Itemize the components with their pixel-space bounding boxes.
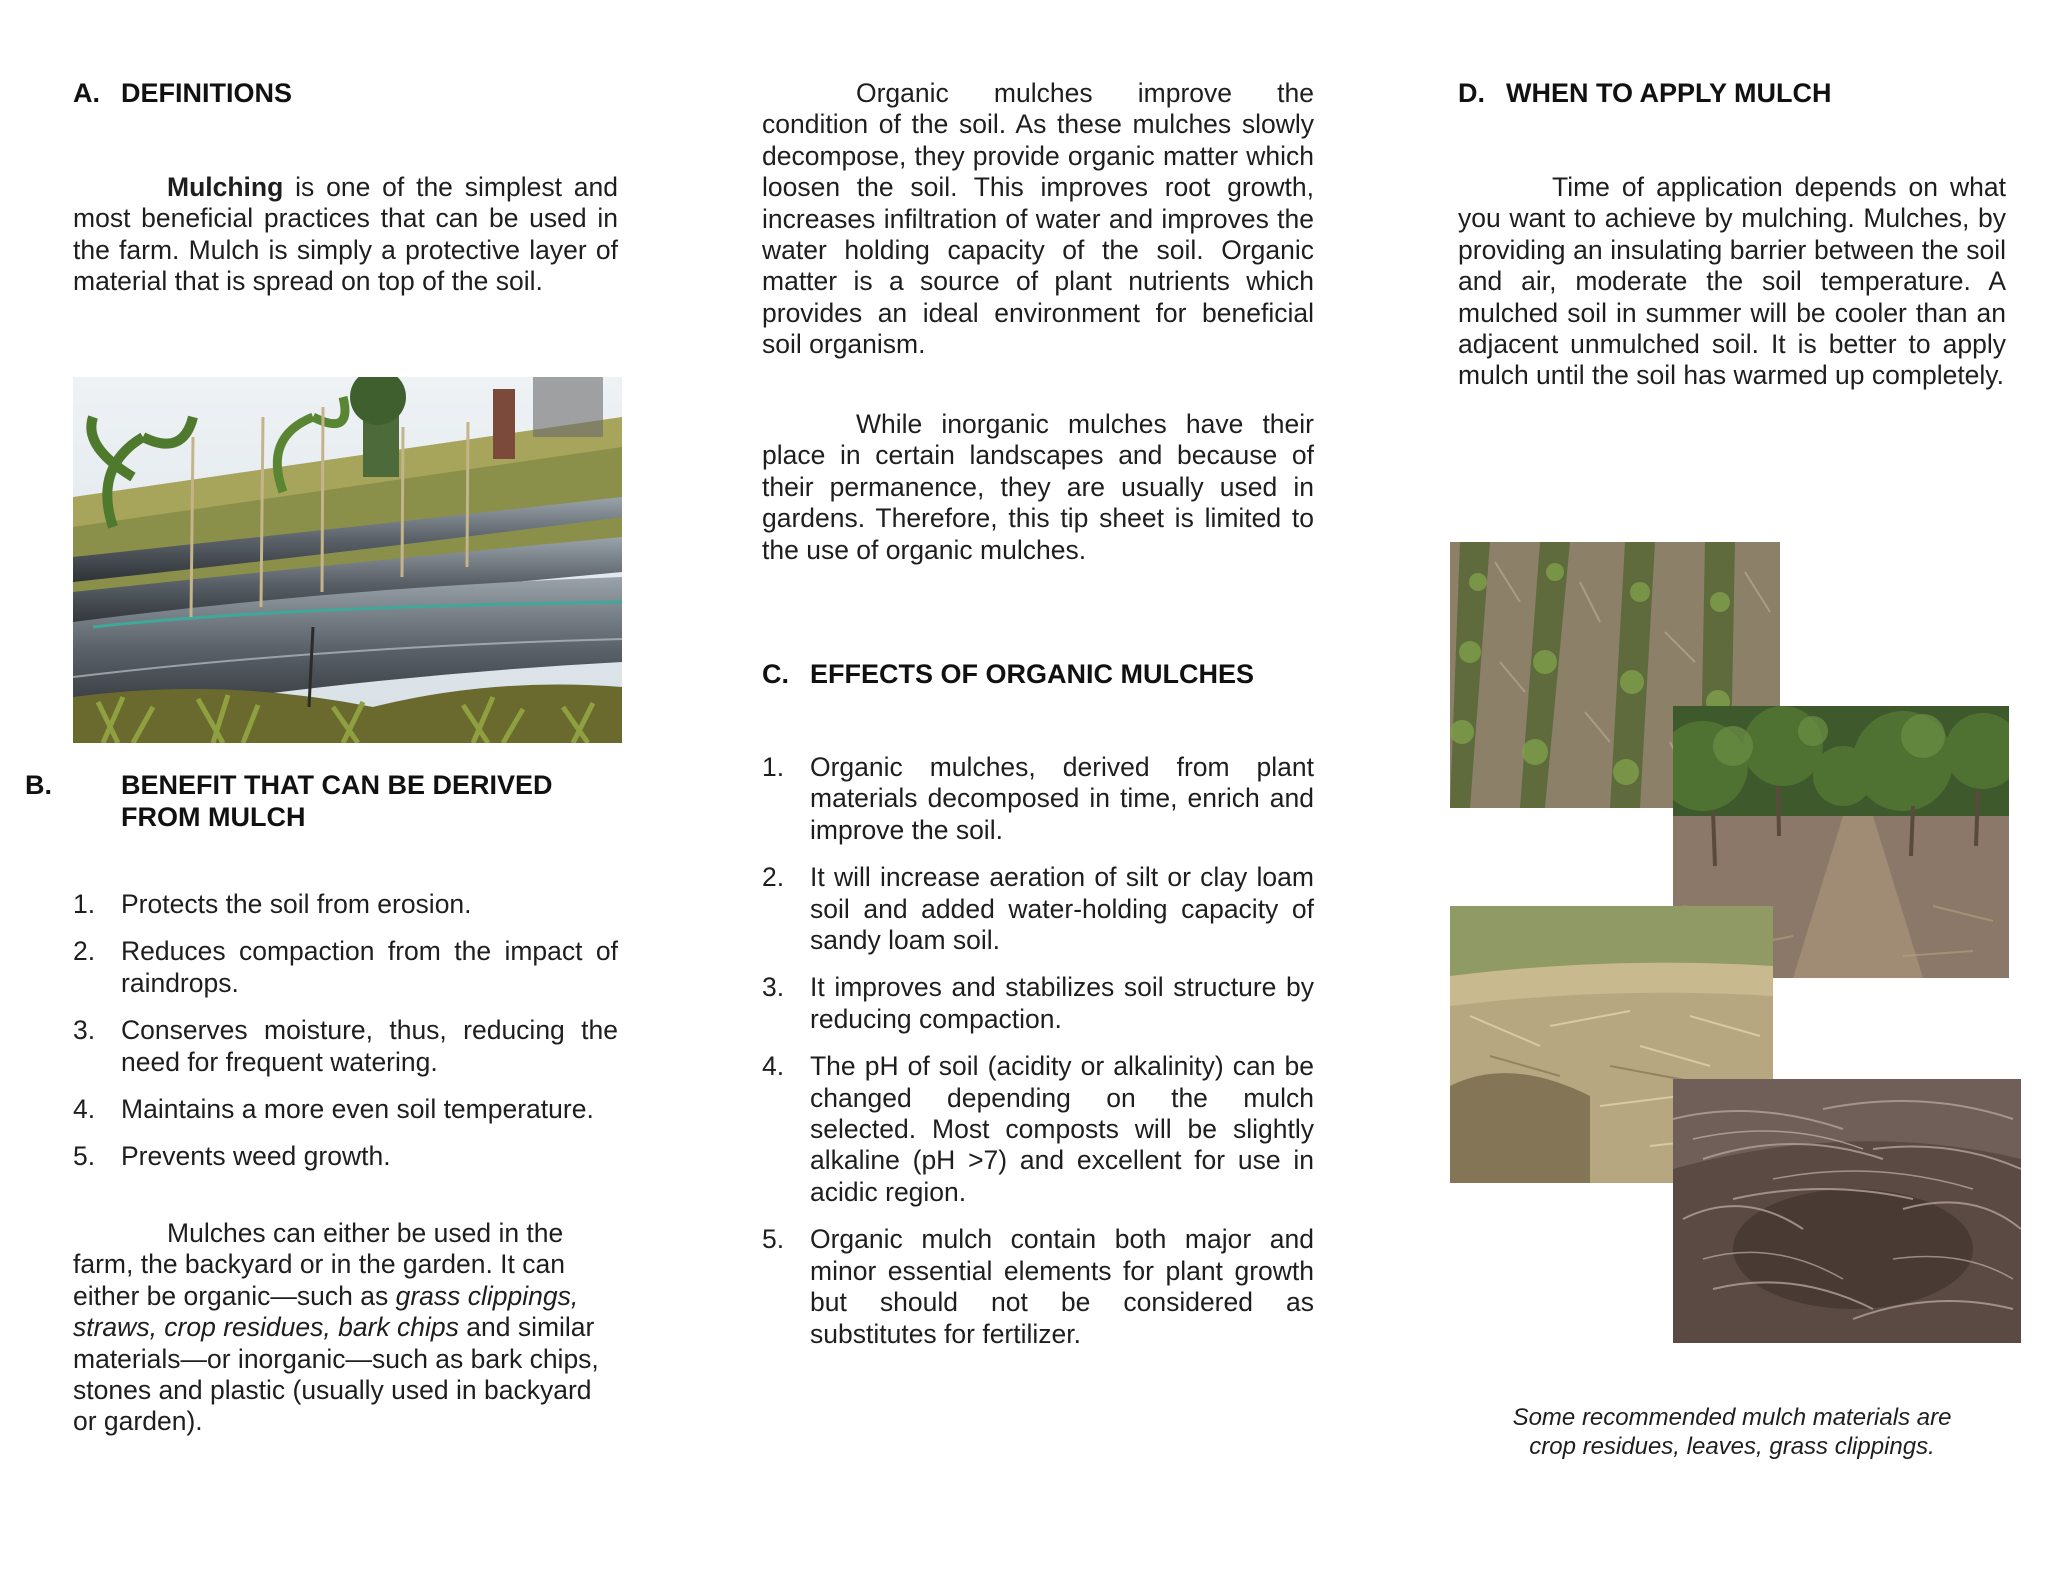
section-c-heading: C. EFFECTS OF ORGANIC MULCHES (762, 659, 1254, 689)
benefits-list (73, 889, 618, 1189)
list-item: 2. Reduces compaction from the impact of raindrops. (73, 936, 618, 998)
photo-caption: Some recommended mulch materials are crop residues, leaves, grass clippings. (1512, 1404, 1952, 1460)
section-a-heading: A. DEFINITIONS (73, 78, 293, 108)
list-item: 5. Prevents weed growth. (73, 1141, 391, 1172)
list-item: 5. Organic mulch contain both major and minor essential elements for plant growth but should not be considered as substitutes for fertilizer. (762, 1224, 1314, 1349)
when-paragraph: Time of application depends on what you want to achieve by mulching. Mulches, by providing an insulating barrier between the soil and air, moderate the soil temperature. A mulched soil in summer will be cooler than an adjacent unmulched soil. It is better to apply mulch until the soil has warmed up completely. (1458, 172, 2006, 391)
mulching-term: Mulching (167, 172, 284, 202)
list-item: 4. Maintains a more even soil temperature. (73, 1094, 594, 1125)
organic-paragraph-2: While inorganic mulches have their place in certain landscapes and because of their permanence, they are usually used in gardens. Therefore, this tip sheet is limited to the use of organic mulches. (762, 409, 1314, 565)
list-item: 2. It will increase aeration of silt or clay loam soil and added water-holding capacity of sandy loam soil. (762, 862, 1314, 956)
list-item: 1. Organic mulches, derived from plant materials decomposed in time, enrich and improve the soil. (762, 752, 1314, 845)
effects-list (762, 752, 1314, 1366)
pineapple-plastic-mulch-photo (73, 377, 622, 743)
definition-paragraph: Mulching is one of the simplest and most beneficial practices that can be used in the farm. Mulch is simply a protective layer of material that is spread on top of the soil. (73, 172, 618, 297)
section-d-heading: D. WHEN TO APPLY MULCH (1458, 78, 1832, 108)
organic-examples: grass clippings, straws, crop residues, bark chips (73, 1280, 579, 1343)
organic-paragraph-1: Organic mulches improve the condition of the soil. As these mulches slowly decompose, they provide organic matter which loosen the soil. This improves root growth, increases infiltration of water and improves the water holding capacity of the soil. Organic matter is a source of plant nutrients which provides an ideal environment for beneficial soil organism. (762, 78, 1314, 360)
list-item: 4. The pH of soil (acidity or alkalinity) can be changed depending on the mulch selected. Most composts will be slightly alkaline (pH >7) and excellent for use in acidic region. (762, 1051, 1314, 1207)
grass-clippings-photo (1673, 1079, 2021, 1343)
mulch-types-paragraph: Mulches can either be used in the farm, the backyard or in the garden. It can either be organic—such as grass clippings, straws, crop residues, bark chips and similar materials—or inorganic—such as bark chips, stones and plastic (usually used in backyard or garden). (73, 1218, 599, 1437)
section-b-heading: B. BENEFIT THAT CAN BE DERIVED FROM MULCH (25, 770, 553, 832)
list-item: 3. It improves and stabilizes soil structure by reducing compaction. (762, 972, 1314, 1034)
list-item: 3. Conserves moisture, thus, reducing the need for frequent watering. (73, 1015, 618, 1077)
list-item: 1. Protects the soil from erosion. (73, 889, 472, 919)
